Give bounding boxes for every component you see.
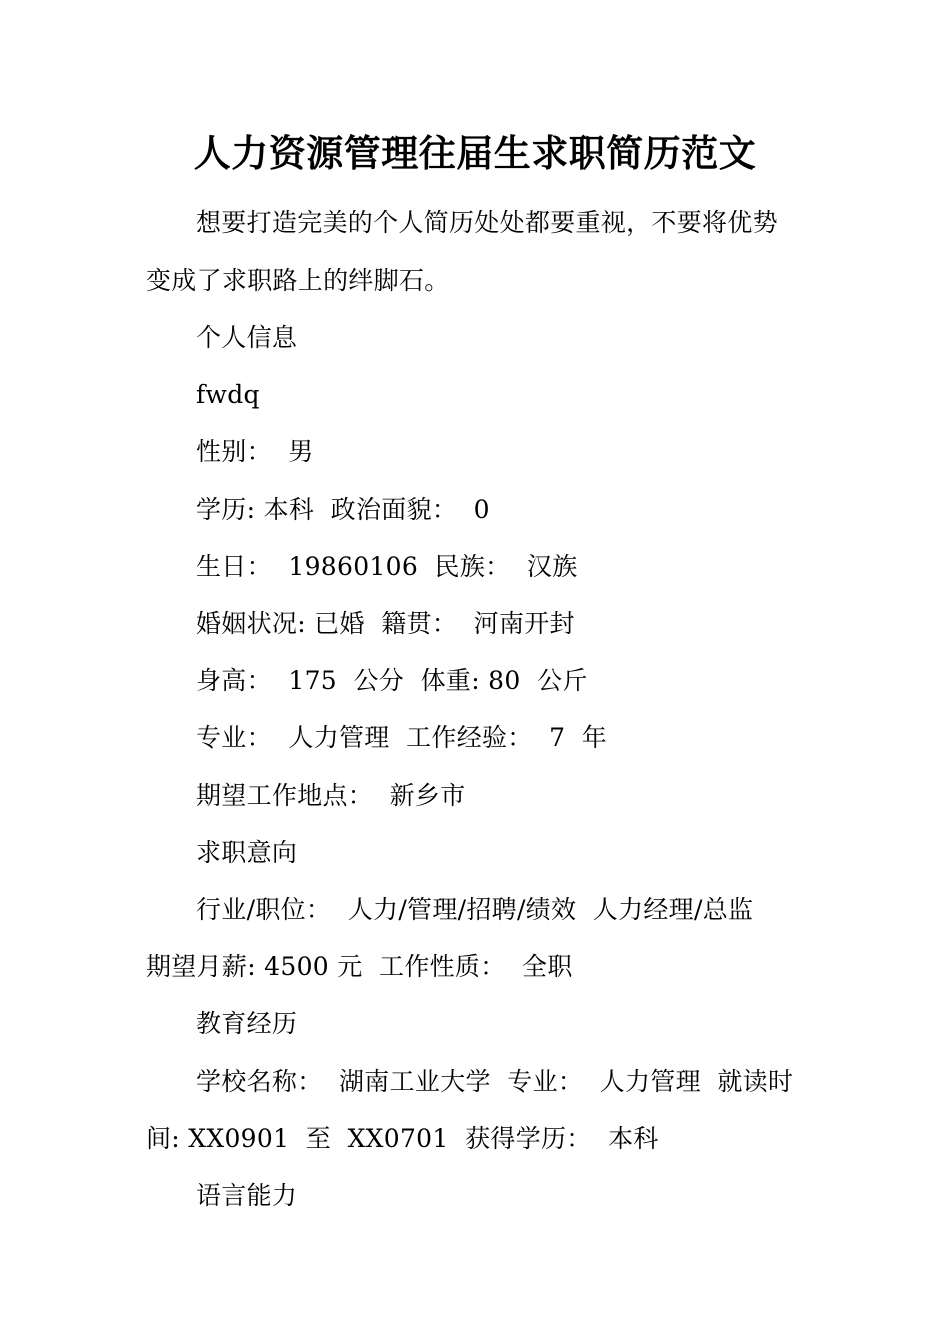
work-location-line: 期望工作地点： 新乡市: [196, 781, 466, 810]
major-experience-line: 专业： 人力管理 工作经验： 7 年: [196, 723, 608, 752]
gender-line: 性别： 男: [196, 437, 314, 466]
section-heading-education: 教育经历: [196, 1009, 298, 1038]
name-line: fwdq: [196, 380, 260, 409]
document-title: 人力资源管理往届生求职简历范文: [193, 131, 757, 175]
intro-line-2: 变成了求职路上的绊脚石。: [146, 266, 450, 295]
school-line-2: 间: XX0901 至 XX0701 获得学历： 本科: [146, 1124, 659, 1153]
height-weight-line: 身高： 175 公分 体重: 80 公斤: [196, 666, 588, 695]
intro-line-1: 想要打造完美的个人简历处处都要重视，不要将优势: [196, 208, 778, 237]
birthday-ethnicity-line: 生日： 19860106 民族： 汉族: [196, 552, 578, 581]
section-heading-job-intention: 求职意向: [196, 838, 298, 867]
marital-hometown-line: 婚姻状况: 已婚 籍贯： 河南开封: [196, 609, 575, 638]
section-heading-personal-info: 个人信息: [196, 323, 298, 352]
section-heading-language: 语言能力: [196, 1181, 298, 1210]
school-line-1: 学校名称： 湖南工业大学 专业： 人力管理 就读时: [196, 1067, 794, 1096]
education-politics-line: 学历: 本科 政治面貌： 0: [196, 495, 490, 524]
industry-position-line: 行业/职位： 人力/管理/招聘/绩效 人力经理/总监: [196, 895, 754, 924]
salary-jobtype-line: 期望月薪: 4500 元 工作性质： 全职: [146, 952, 573, 981]
